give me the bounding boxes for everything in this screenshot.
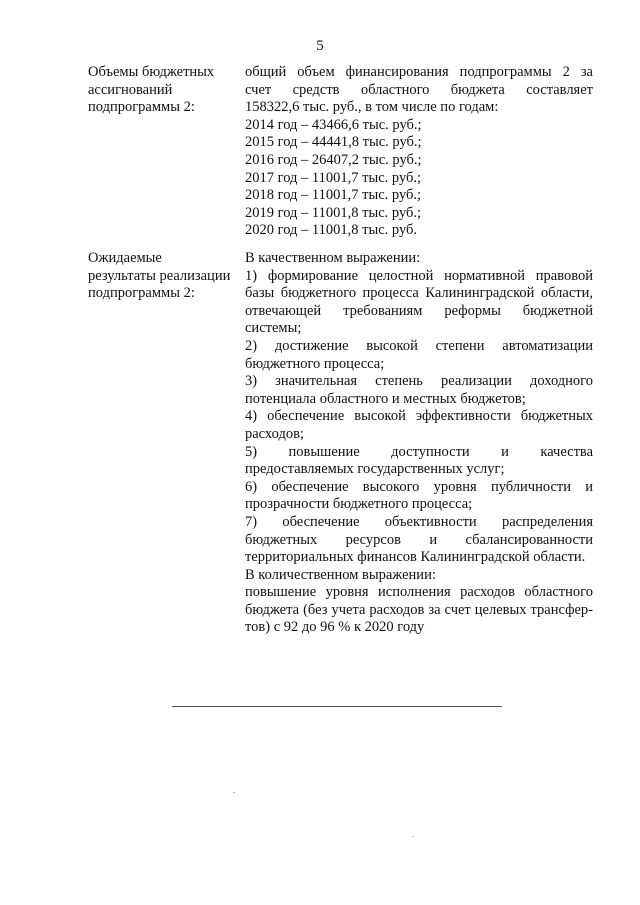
section2-text-line: 4) обеспечение высокой эффективности бюджетных (245, 408, 593, 425)
section2-label-line: результаты реализации (88, 267, 231, 284)
section2-text-line: бюджетного процесса; (245, 355, 385, 372)
section2-text-line: базы бюджетного процесса Калининградской области, (245, 285, 593, 302)
scan-speck (233, 792, 235, 793)
section2-label-line: подпрограммы 2: (88, 285, 195, 302)
section2-text-line: тов) с 92 до 96 % к 2020 году (245, 619, 425, 636)
section2-text-line: расходов; (245, 425, 304, 442)
section2-text-line: 2) достижение высокой степени автоматизации (245, 337, 593, 354)
section1-year-line: 2017 год – 11001,7 тыс. руб.; (245, 169, 422, 186)
section2-text-line: 6) обеспечение высокого уровня публичности и (245, 478, 593, 495)
section2-text-line: прозрачности бюджетного процесса; (245, 496, 473, 513)
end-divider-line (172, 706, 502, 707)
section2-text-line: повышение уровня исполнения расходов областного (245, 584, 593, 601)
section2-text-line: 7) обеспечение объективности распределения (245, 513, 593, 530)
section2-text-line: потенциала областного и местных бюджетов; (245, 390, 526, 407)
section1-label-line: подпрограммы 2: (88, 99, 195, 116)
section1-year-line: 2018 год – 11001,7 тыс. руб.; (245, 187, 422, 204)
section1-text (245, 64, 593, 240)
section2-text-line: бюджета (без учета расходов за счет целевых трансфер- (245, 601, 593, 618)
section1-label-line: Объемы бюджетных (88, 64, 215, 80)
section2-text (245, 250, 593, 637)
section2-text-line: территориальных финансов Калининградской области. (245, 549, 586, 566)
section2-text-line: системы; (245, 320, 302, 337)
section1-text-line: общий объем финансирования подпрограммы 2 за (245, 64, 593, 80)
page-number: 5 (316, 38, 324, 54)
section1-year-line: 2014 год – 43466,6 тыс. руб.; (245, 116, 422, 133)
section1-year-line: 2020 год – 11001,8 тыс. руб. (245, 222, 418, 239)
section2-text-line: бюджетных ресурсов и сбалансированности (245, 531, 593, 548)
section2-text-line: В качественном выражении: (245, 250, 421, 266)
section2-text-line: 1) формирование целостной нормативной правовой (245, 267, 593, 284)
section1-text-line: счет средств областного бюджета составляет (245, 81, 593, 98)
section1-label (88, 64, 238, 117)
section1-text-line: 158322,6 тыс. руб., в том числе по годам: (245, 99, 499, 116)
section1-year-line: 2019 год – 11001,8 тыс. руб.; (245, 204, 422, 221)
section2-label (88, 250, 238, 303)
section2-label-line: Ожидаемые (88, 250, 162, 266)
section2-text-line: 3) значительная степень реализации доходного (245, 373, 593, 390)
section2-text-line: предоставляемых государственных услуг; (245, 461, 505, 478)
section1-year-line: 2016 год – 26407,2 тыс. руб.; (245, 151, 422, 168)
section1-label-line: ассигнований (88, 81, 173, 98)
section1-year-line: 2015 год – 44441,8 тыс. руб.; (245, 134, 422, 151)
section2-text-line: 5) повышение доступности и качества (245, 443, 593, 460)
section2-text-line: В количественном выражении: (245, 566, 436, 583)
scan-speck (412, 836, 414, 837)
section2-text-line: отвечающей требованиям реформы бюджетной (245, 302, 593, 319)
